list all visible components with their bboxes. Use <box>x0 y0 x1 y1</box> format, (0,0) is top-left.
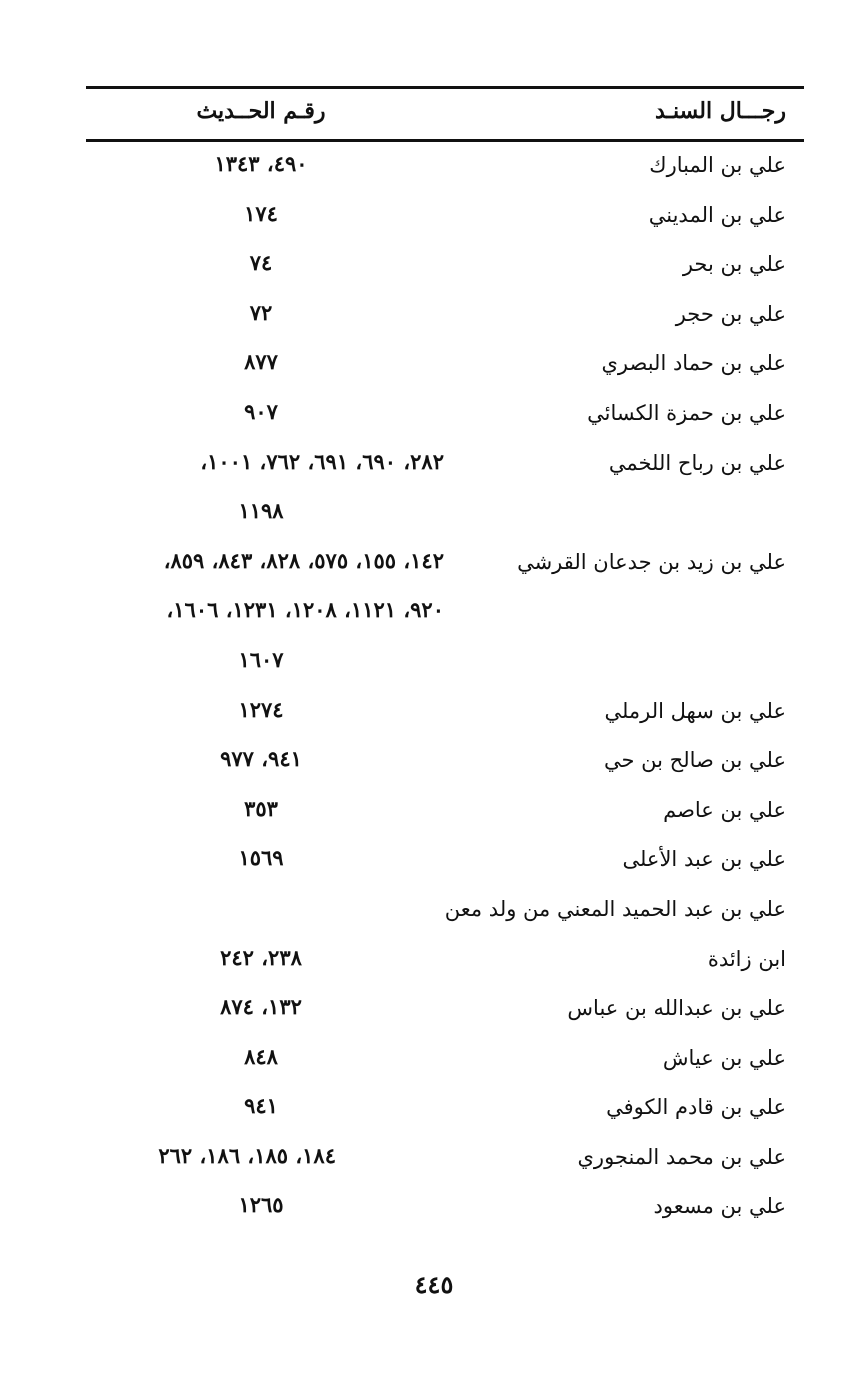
index-line <box>86 542 804 592</box>
hadith-numbers: ٧٢ <box>249 299 273 325</box>
narrator-name: علي بن عاصم <box>663 797 786 822</box>
narrator-name: علي بن عياش <box>662 1045 786 1070</box>
hadith-number-column-header: رقـم الحــديث <box>196 98 326 124</box>
narrator-name: علي بن عبدالله بن عباس <box>567 996 786 1021</box>
narrator-name: علي بن حمزة الكسائي <box>587 400 786 425</box>
hadith-numbers: ٣٥٣ <box>244 795 278 821</box>
index-line <box>86 443 804 493</box>
hadith-numbers: ١٨٤، ١٨٥، ١٨٦، ٢٦٢ <box>158 1142 336 1168</box>
index-line <box>86 343 804 393</box>
index-line <box>86 889 804 939</box>
narrator-name: علي بن المديني <box>648 202 786 227</box>
index-line <box>86 195 804 245</box>
hadith-numbers: ٧٤ <box>249 250 273 276</box>
index-line <box>86 492 804 542</box>
table-header <box>86 96 804 136</box>
hadith-numbers: ١٢٦٥ <box>238 1192 284 1218</box>
narrator-name: علي بن رباح اللخمي <box>608 450 786 475</box>
hadith-numbers: ١١٩٨ <box>238 498 284 524</box>
narrator-name: علي بن محمد المنجوري <box>577 1144 786 1169</box>
index-line <box>86 839 804 889</box>
index-table-body <box>86 145 804 1236</box>
header-top-rule <box>86 86 804 89</box>
hadith-numbers: ٩٢٠، ١١٢١، ١٢٠٨، ١٢٣١، ١٦٠٦، <box>166 597 444 623</box>
index-line <box>86 393 804 443</box>
narrator-name: علي بن المبارك <box>649 153 786 177</box>
narrator-name: علي بن حجر <box>675 301 786 326</box>
index-line <box>86 691 804 741</box>
narrator-name: علي بن زيد بن جدعان القرشي <box>517 549 786 574</box>
hadith-numbers: ٩٠٧ <box>244 398 278 424</box>
index-line <box>86 294 804 344</box>
hadith-numbers: ١٤٢، ١٥٥، ٥٧٥، ٨٢٨، ٨٤٣، ٨٥٩، <box>163 547 444 573</box>
narrator-name: علي بن حماد البصري <box>601 351 786 376</box>
index-line <box>86 790 804 840</box>
hadith-numbers: ١٣٢، ٨٧٤ <box>220 994 302 1020</box>
narrator-name: علي بن قادم الكوفي <box>606 1095 786 1120</box>
index-line <box>86 1137 804 1187</box>
hadith-numbers: ٤٩٠، ١٣٤٣ <box>214 151 308 176</box>
narrators-column-header: رجـــال السنـد <box>655 98 786 124</box>
hadith-numbers: ٨٧٧ <box>244 349 278 375</box>
index-line <box>86 939 804 989</box>
index-line <box>86 1186 804 1236</box>
index-line <box>86 1087 804 1137</box>
hadith-numbers: ١٦٠٧ <box>238 646 284 672</box>
narrator-name: علي بن عبد الأعلى <box>622 847 786 872</box>
hadith-numbers: ٨٤٨ <box>244 1043 278 1069</box>
hadith-numbers: ١٥٦٩ <box>238 845 284 871</box>
narrator-name: علي بن مسعود <box>653 1194 786 1219</box>
narrator-name: علي بن عبد الحميد المعني من ولد معن <box>444 896 786 921</box>
hadith-numbers: ٢٨٢، ٦٩٠، ٦٩١، ٧٦٢، ١٠٠١، <box>200 448 444 474</box>
hadith-numbers: ١٧٤ <box>244 200 278 226</box>
hadith-numbers: ١٢٧٤ <box>238 696 284 722</box>
hadith-numbers: ٩٤١ <box>244 1093 278 1119</box>
narrator-name: علي بن سهل الرملي <box>604 698 786 723</box>
header-bottom-rule <box>86 139 804 142</box>
index-line <box>86 145 804 195</box>
hadith-numbers: ٩٤١، ٩٧٧ <box>220 746 302 772</box>
index-line <box>86 591 804 641</box>
narrator-name: علي بن بحر <box>682 252 786 277</box>
index-line <box>86 988 804 1038</box>
page-number: ٤٤٥ <box>414 1270 454 1299</box>
index-line <box>86 740 804 790</box>
narrator-name: علي بن صالح بن حي <box>603 748 786 773</box>
index-line <box>86 1038 804 1088</box>
index-line <box>86 244 804 294</box>
narrator-name: ابن زائدة <box>707 946 786 971</box>
hadith-numbers: ٢٣٨، ٢٤٢ <box>220 944 302 970</box>
index-line <box>86 641 804 691</box>
